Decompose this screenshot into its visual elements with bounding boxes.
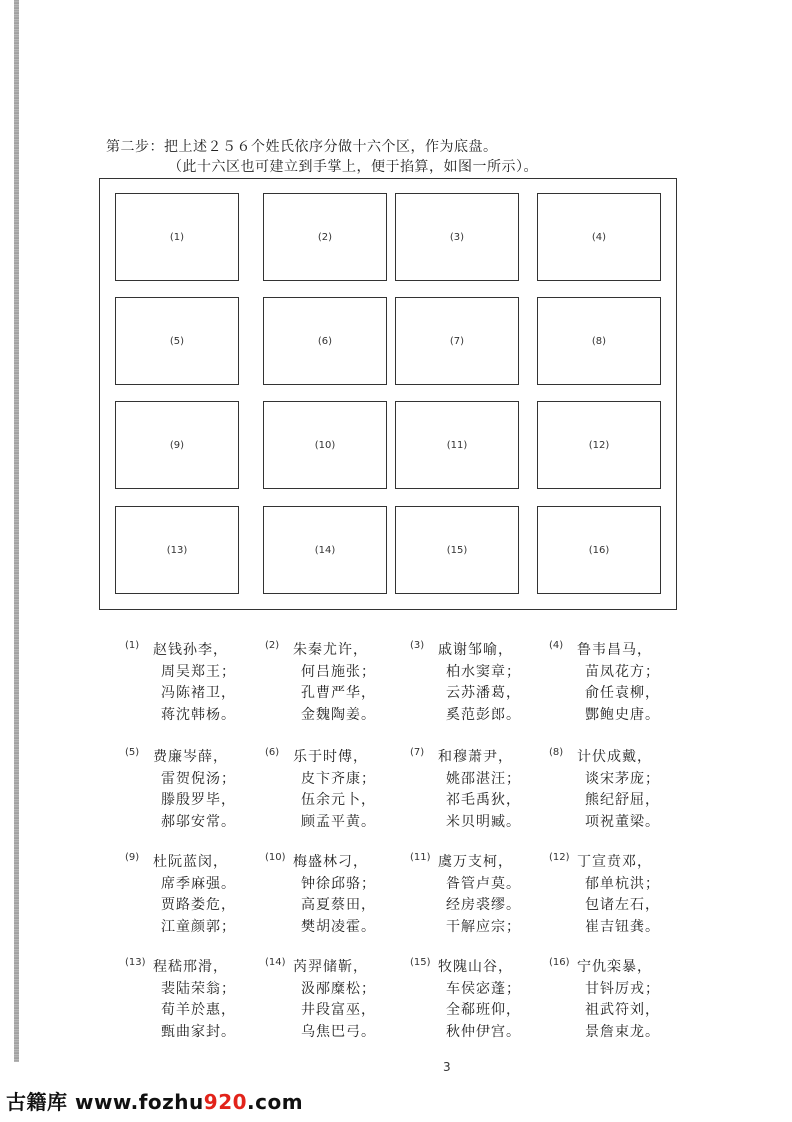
- group-number: (1): [125, 640, 140, 651]
- binding-edge: [14, 0, 19, 1062]
- surname-line: 汲邴糜松；: [301, 980, 376, 997]
- surname-line: 蒋沈韩杨。: [161, 706, 236, 723]
- surname-line: 赵钱孙李，: [153, 642, 228, 658]
- surname-line: 乌焦巴弓。: [301, 1023, 376, 1040]
- group-lines: [438, 640, 521, 726]
- zone-box: [115, 401, 239, 489]
- zone-label: (2): [317, 231, 333, 243]
- zone-label: (10): [314, 439, 336, 451]
- zone-box: [395, 401, 519, 489]
- group-lines: [293, 957, 376, 1043]
- surname-line: 宁仇栾暴，: [577, 959, 652, 975]
- group-lines: [293, 640, 376, 726]
- surname-line: 计伏成戴，: [577, 749, 652, 765]
- zone-label: (1): [169, 231, 185, 243]
- surname-line: 包诸左石，: [585, 897, 660, 913]
- group-number: (2): [265, 640, 280, 651]
- zone-label: (11): [446, 439, 468, 451]
- surname-line: 丁宣贲邓，: [577, 854, 652, 870]
- group-number: (4): [549, 640, 564, 651]
- surname-line: 苗凤花方；: [585, 663, 660, 680]
- surname-line: 高夏蔡田，: [301, 897, 376, 913]
- group-lines: [438, 852, 521, 938]
- zone-box: [537, 297, 661, 385]
- zone-label: (14): [314, 544, 336, 556]
- zone-box: [263, 297, 387, 385]
- group-number: (13): [125, 957, 146, 968]
- group-number: (9): [125, 852, 140, 863]
- surname-line: 雷贺倪汤；: [161, 770, 236, 787]
- watermark-suffix: .com: [247, 1090, 304, 1114]
- surname-line: 项祝董梁。: [585, 813, 660, 830]
- zone-box: [115, 193, 239, 281]
- group-lines: [438, 957, 521, 1043]
- surname-line: 甘钭厉戎；: [585, 980, 660, 997]
- zone-box: [263, 193, 387, 281]
- zone-label: (4): [591, 231, 607, 243]
- surname-line: 昝管卢莫。: [446, 875, 521, 892]
- surname-line: 祖武符刘，: [585, 1002, 660, 1018]
- surname-line: 车侯宓蓬；: [446, 980, 521, 997]
- surname-line: 和穆萧尹，: [438, 749, 513, 765]
- group-number: (8): [549, 747, 564, 758]
- surname-line: 樊胡凌霍。: [301, 918, 376, 935]
- surname-line: 米贝明臧。: [446, 813, 521, 830]
- zone-label: (5): [169, 335, 185, 347]
- surname-line: 郁单杭洪；: [585, 875, 660, 892]
- step-note: （此十六区也可建立到手掌上，便于掐算，如图一所示）。: [168, 159, 538, 175]
- surname-line: 经房裘缪。: [446, 897, 521, 913]
- zone-label: (15): [446, 544, 468, 556]
- zone-box: [537, 401, 661, 489]
- zone-label: (7): [449, 335, 465, 347]
- surname-line: 郝邬安常。: [161, 813, 236, 830]
- group-number: (6): [265, 747, 280, 758]
- surname-line: 滕殷罗毕，: [161, 792, 236, 808]
- group-number: (5): [125, 747, 140, 758]
- surname-line: 祁毛禹狄，: [446, 792, 521, 808]
- group-lines: [153, 747, 236, 833]
- group-number: (16): [549, 957, 570, 968]
- surname-line: 柏水窦章；: [446, 663, 521, 680]
- surname-line: 荀羊於惠，: [161, 1002, 236, 1018]
- surname-line: 奚范彭郎。: [446, 706, 521, 723]
- zone-label: (12): [588, 439, 610, 451]
- surname-line: 鲁韦昌马，: [577, 642, 652, 658]
- surname-line: 裴陆荣翁；: [161, 980, 236, 997]
- zone-label: (16): [588, 544, 610, 556]
- zone-label: (3): [449, 231, 465, 243]
- surname-line: 杜阮蓝闵，: [153, 854, 228, 870]
- surname-line: 芮羿储靳，: [293, 959, 368, 975]
- surname-line: 费廉岑薛，: [153, 749, 228, 765]
- group-lines: [577, 957, 660, 1043]
- surname-line: 虞万支柯，: [438, 854, 513, 870]
- zone-box: [537, 193, 661, 281]
- surname-line: 谈宋茅庞；: [585, 770, 660, 787]
- group-lines: [293, 747, 376, 833]
- group-number: (3): [410, 640, 425, 651]
- zone-box: [395, 297, 519, 385]
- group-lines: [438, 747, 521, 833]
- group-number: (12): [549, 852, 570, 863]
- zone-box: [395, 193, 519, 281]
- group-lines: [153, 852, 236, 938]
- zone-box: [395, 506, 519, 594]
- surname-line: 姚邵湛汪；: [446, 770, 521, 787]
- surname-line: 席季麻强。: [161, 875, 236, 892]
- zone-box: [263, 506, 387, 594]
- surname-line: 梅盛林刁，: [293, 854, 368, 870]
- zone-box: [115, 297, 239, 385]
- group-number: (11): [410, 852, 431, 863]
- group-number: (7): [410, 747, 425, 758]
- site-watermark: [6, 1086, 303, 1115]
- zone-box: [263, 401, 387, 489]
- surname-line: 伍余元卜，: [301, 792, 376, 808]
- surname-line: 朱秦尤许，: [293, 642, 368, 658]
- group-lines: [577, 747, 660, 833]
- surname-line: 戚谢邹喻，: [438, 642, 513, 658]
- group-lines: [577, 640, 660, 726]
- surname-line: 秋仲伊宫。: [446, 1023, 521, 1040]
- zone-box: [537, 506, 661, 594]
- surname-line: 酆鲍史唐。: [585, 706, 660, 723]
- surname-line: 程嵇邢滑，: [153, 959, 228, 975]
- group-lines: [577, 852, 660, 938]
- surname-line: 乐于时傅，: [293, 749, 368, 765]
- group-lines: [293, 852, 376, 938]
- watermark-accent: 920: [203, 1090, 248, 1114]
- surname-line: 崔吉钮龚。: [585, 918, 660, 935]
- surname-line: 云苏潘葛，: [446, 685, 521, 701]
- surname-line: 熊纪舒屈，: [585, 792, 660, 808]
- group-lines: [153, 640, 236, 726]
- surname-line: 钟徐邱骆；: [301, 875, 376, 892]
- watermark-prefix: 古籍库 www.fozhu: [6, 1090, 204, 1114]
- zone-box: [115, 506, 239, 594]
- group-lines: [153, 957, 236, 1043]
- surname-line: 顾孟平黄。: [301, 813, 376, 830]
- surname-line: 何吕施张；: [301, 663, 376, 680]
- surname-line: 皮卞齐康；: [301, 770, 376, 787]
- surname-line: 景詹束龙。: [585, 1023, 660, 1040]
- group-number: (15): [410, 957, 431, 968]
- zone-label: (13): [166, 544, 188, 556]
- surname-line: 周吴郑王；: [161, 663, 236, 680]
- group-number: (10): [265, 852, 286, 863]
- surname-line: 贾路娄危，: [161, 897, 236, 913]
- surname-line: 金魏陶姜。: [301, 706, 376, 723]
- surname-line: 江童颜郭；: [161, 918, 236, 935]
- group-number: (14): [265, 957, 286, 968]
- surname-line: 孔曹严华，: [301, 685, 376, 701]
- surname-line: 干解应宗；: [446, 918, 521, 935]
- zone-label: (6): [317, 335, 333, 347]
- surname-line: 牧隗山谷，: [438, 959, 513, 975]
- zone-label: (8): [591, 335, 607, 347]
- surname-line: 冯陈褚卫，: [161, 685, 236, 701]
- page-number: 3: [443, 1060, 451, 1074]
- surname-line: 甄曲家封。: [161, 1023, 236, 1040]
- zone-label: (9): [169, 439, 185, 451]
- surname-line: 井段富巫，: [301, 1002, 376, 1018]
- surname-line: 全郗班仰，: [446, 1002, 521, 1018]
- surname-line: 俞任袁柳，: [585, 685, 660, 701]
- step-instruction: 第二步：把上述２５６个姓氏依序分做十六个区，作为底盘。: [106, 139, 498, 155]
